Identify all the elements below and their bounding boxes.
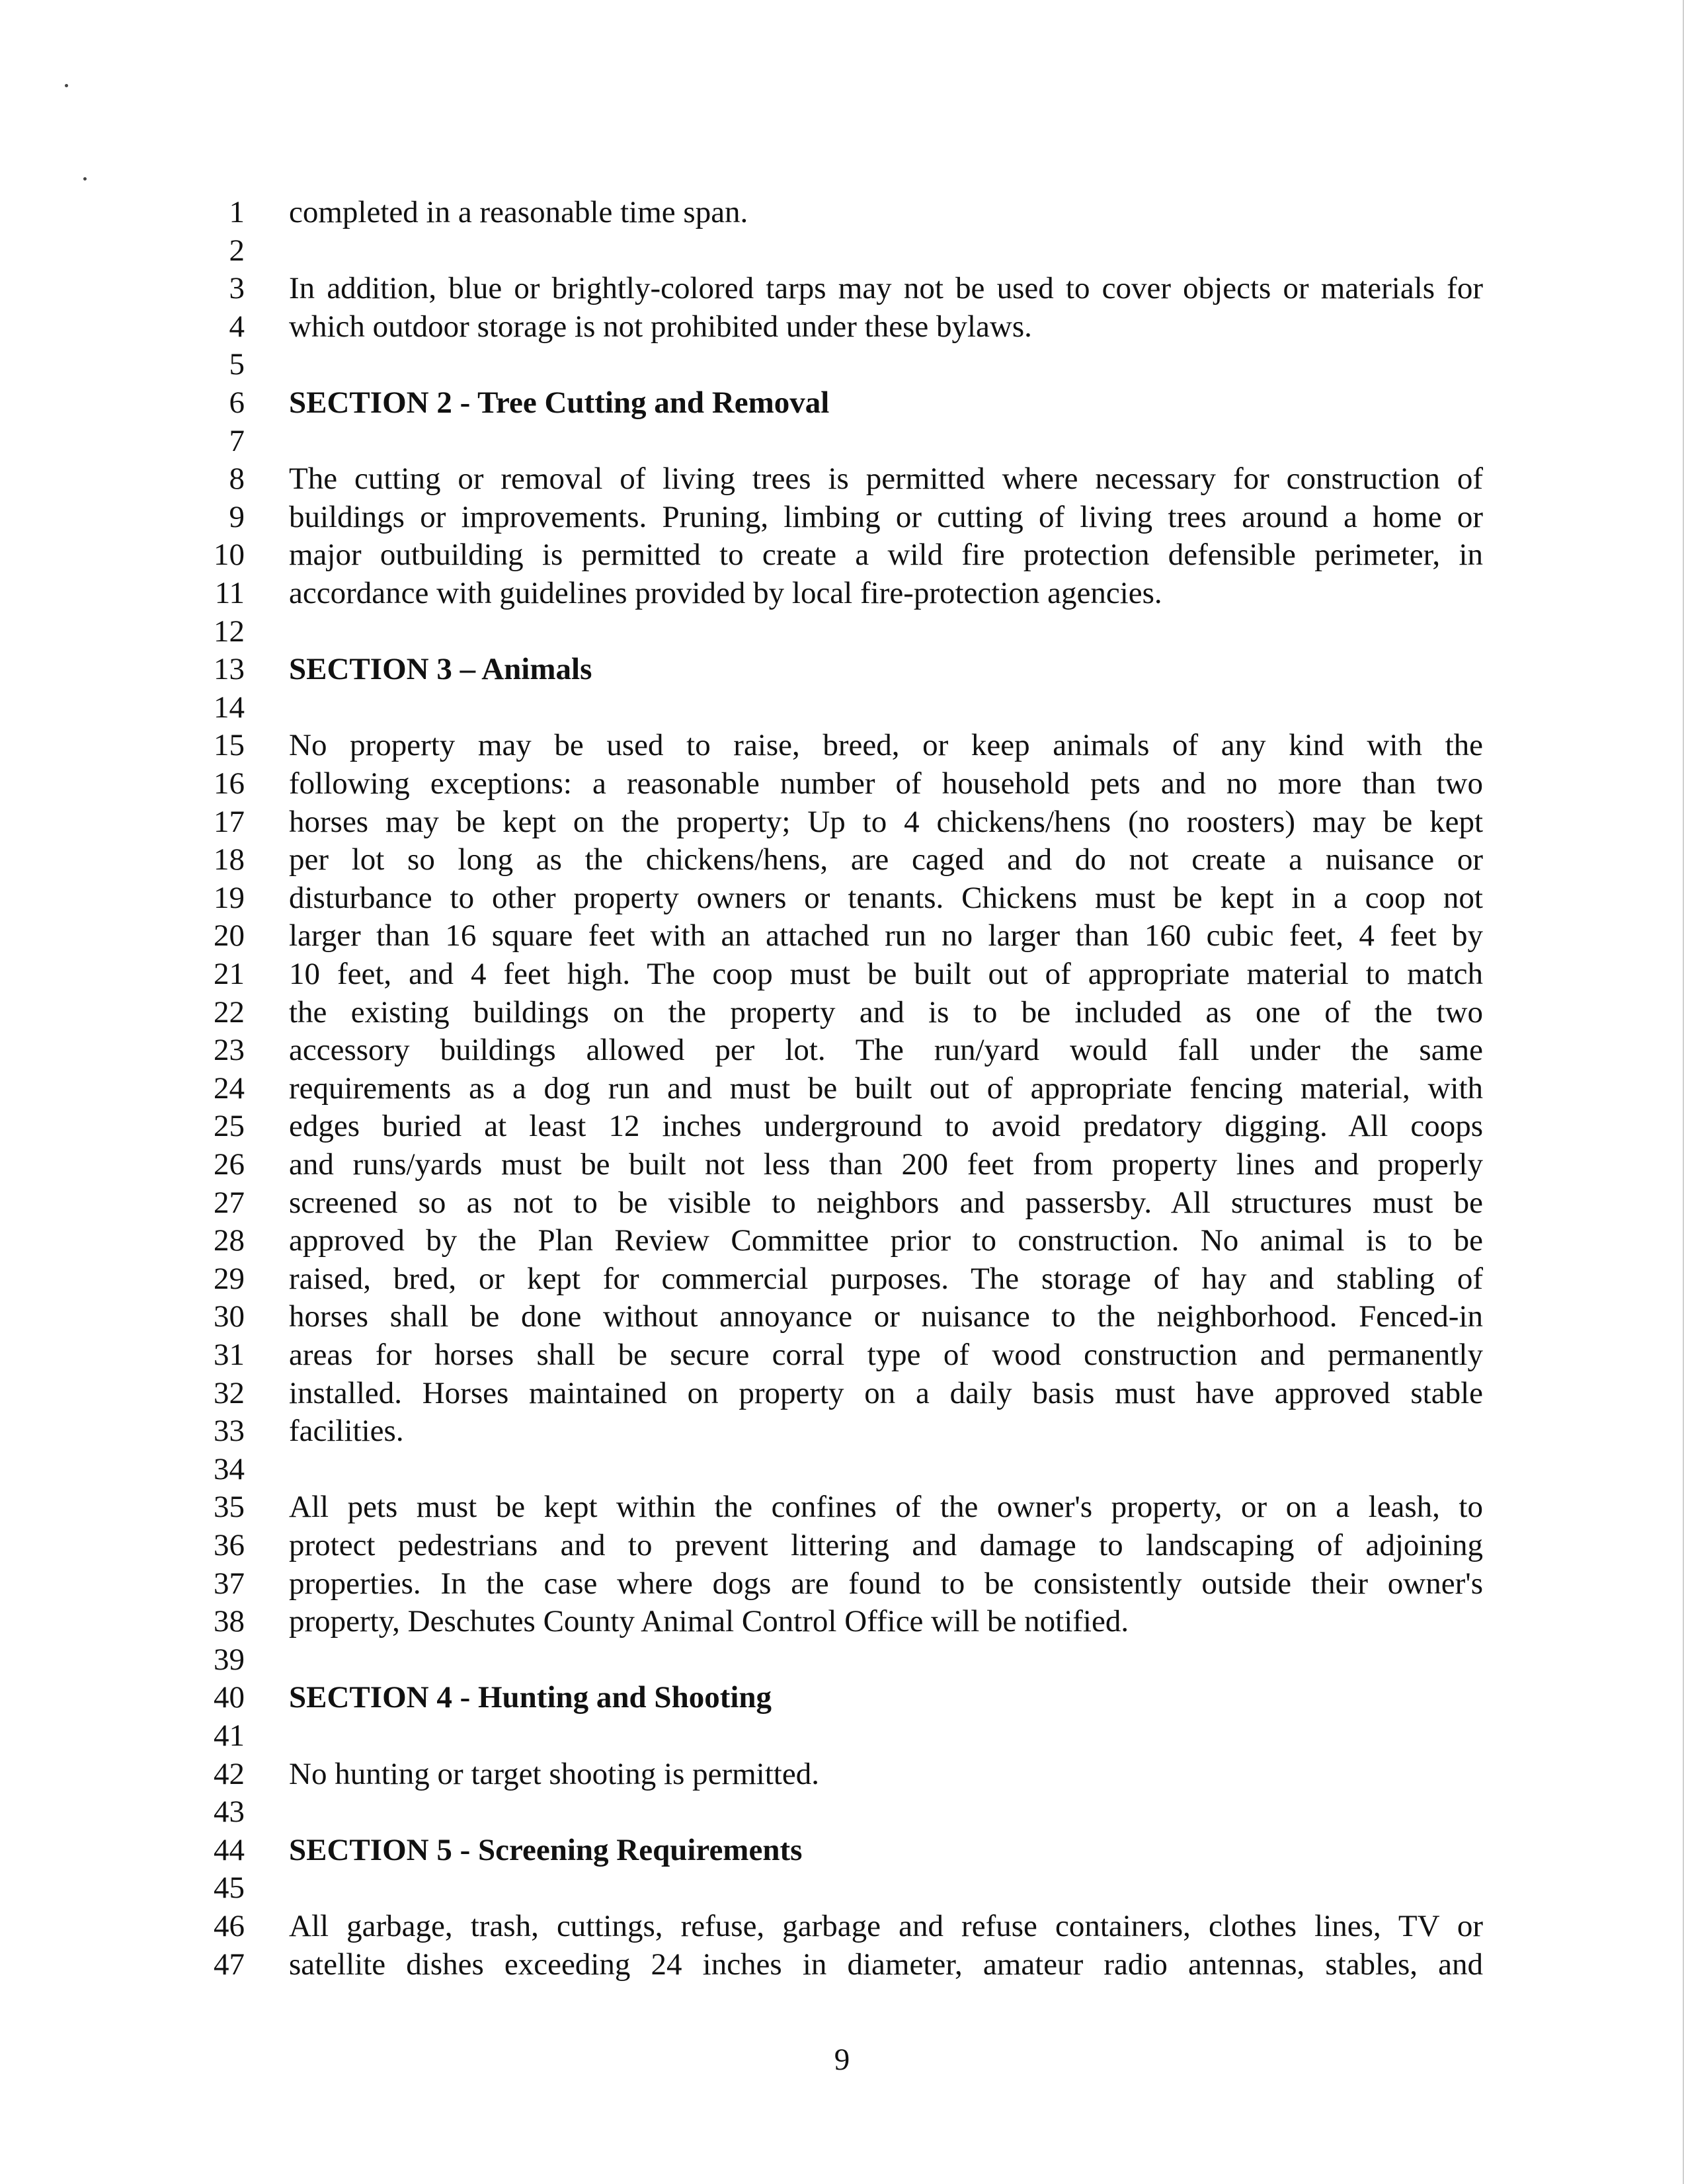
document-line: [0, 1907, 1684, 1945]
document-line: [0, 460, 1684, 498]
line-text: facilities.: [289, 1414, 404, 1448]
document-line: [0, 1221, 1684, 1260]
line-number: 43: [214, 1795, 245, 1829]
document-line: [0, 916, 1684, 955]
line-number: 6: [229, 385, 245, 420]
line-number: 25: [214, 1109, 245, 1143]
line-text: All pets must be kept within the confines of the owner's property, or on a leash, to: [289, 1490, 1483, 1524]
document-line: [0, 1488, 1684, 1526]
document-line: [0, 1297, 1684, 1336]
document-line: [0, 574, 1684, 612]
line-text: horses may be kept on the property; Up to 4 chickens/hens (no roosters) may be kept: [289, 805, 1483, 839]
line-number: 1: [229, 195, 245, 229]
line-text: areas for horses shall be secure corral type of wood construction and permanently: [289, 1338, 1483, 1372]
line-number: 2: [229, 233, 245, 268]
document-line: [0, 1031, 1684, 1069]
line-number: 47: [214, 1947, 245, 1982]
line-number: 4: [229, 309, 245, 344]
document-line: [0, 1869, 1684, 1907]
line-text: completed in a reasonable time span.: [289, 195, 748, 229]
document-line: [0, 345, 1684, 384]
section-heading: SECTION 4 - Hunting and Shooting: [289, 1680, 772, 1715]
document-line: [0, 993, 1684, 1031]
document-line: [0, 650, 1684, 688]
document-line: [0, 536, 1684, 574]
line-text: All garbage, trash, cuttings, refuse, garbage and refuse containers, clothes lines, TV or: [289, 1909, 1483, 1943]
line-number: 35: [214, 1490, 245, 1524]
document-line: [0, 840, 1684, 879]
document-line: [0, 1831, 1684, 1869]
line-number: 46: [214, 1909, 245, 1943]
document-line: [0, 1107, 1684, 1145]
line-text: No hunting or target shooting is permitted.: [289, 1757, 819, 1791]
line-text: accessory buildings allowed per lot. The run/yard would fall under the same: [289, 1033, 1483, 1067]
section-heading: SECTION 2 - Tree Cutting and Removal: [289, 385, 830, 420]
document-line: [0, 1640, 1684, 1679]
document-line: [0, 726, 1684, 764]
line-number: 21: [214, 957, 245, 991]
document-line: [0, 384, 1684, 422]
line-text: requirements as a dog run and must be built out of appropriate fencing material, with: [289, 1071, 1483, 1106]
line-text: satellite dishes exceeding 24 inches in diameter, amateur radio antennas, stables, and: [289, 1947, 1483, 1982]
line-text: larger than 16 square feet with an attached run no larger than 160 cubic feet, 4 feet by: [289, 918, 1483, 953]
line-number: 10: [214, 538, 245, 572]
line-number: 45: [214, 1871, 245, 1905]
document-line: [0, 307, 1684, 346]
document-line: [0, 422, 1684, 460]
document-line: [0, 1069, 1684, 1108]
document-line: [0, 1374, 1684, 1412]
document-line: [0, 231, 1684, 270]
line-number: 37: [214, 1566, 245, 1601]
line-number: 11: [214, 576, 245, 610]
line-text: and runs/yards must be built not less than 200 feet from property lines and properly: [289, 1147, 1483, 1182]
line-number: 33: [214, 1414, 245, 1448]
line-text: disturbance to other property owners or tenants. Chickens must be kept in a coop not: [289, 881, 1483, 915]
line-text: installed. Horses maintained on property on a daily basis must have approved stable: [289, 1376, 1483, 1410]
line-number: 17: [214, 805, 245, 839]
document-line: [0, 1145, 1684, 1184]
line-text: protect pedestrians and to prevent littering and damage to landscaping of adjoining: [289, 1528, 1483, 1562]
section-heading: SECTION 5 - Screening Requirements: [289, 1833, 803, 1867]
document-line: [0, 612, 1684, 651]
line-number: 27: [214, 1186, 245, 1220]
line-number: 32: [214, 1376, 245, 1410]
line-number: 26: [214, 1147, 245, 1182]
document-line: [0, 1450, 1684, 1488]
line-number: 38: [214, 1604, 245, 1638]
section-heading: SECTION 3 – Animals: [289, 652, 592, 686]
document-line: [0, 764, 1684, 803]
line-number: 18: [214, 842, 245, 877]
document-line: [0, 1564, 1684, 1603]
line-text: No property may be used to raise, breed, or keep animals of any kind with the: [289, 728, 1483, 762]
line-number: 14: [214, 690, 245, 725]
line-text: 10 feet, and 4 feet high. The coop must be built out of appropriate material to match: [289, 957, 1483, 991]
document-line: [0, 498, 1684, 536]
line-number: 24: [214, 1071, 245, 1106]
document-line: [0, 269, 1684, 307]
line-number: 39: [214, 1642, 245, 1677]
line-number: 22: [214, 995, 245, 1030]
line-text: The cutting or removal of living trees is permitted where necessary for construction of: [289, 462, 1483, 496]
line-number: 15: [214, 728, 245, 762]
line-number: 7: [229, 424, 245, 458]
line-number: 5: [229, 347, 245, 382]
document-line: [0, 1184, 1684, 1222]
line-text: buildings or improvements. Pruning, limbing or cutting of living trees around a home or: [289, 500, 1483, 534]
line-number: 28: [214, 1223, 245, 1258]
document-line: [0, 879, 1684, 917]
line-number: 16: [214, 766, 245, 801]
line-text: screened so as not to be visible to neighbors and passersby. All structures must be: [289, 1186, 1483, 1220]
line-number: 12: [214, 614, 245, 649]
scan-speck: [65, 84, 68, 87]
page-number: 9: [834, 2042, 850, 2077]
document-line: [0, 1602, 1684, 1640]
document-line: [0, 1755, 1684, 1793]
document-line: [0, 193, 1684, 231]
scan-speck: [83, 177, 87, 181]
line-text: approved by the Plan Review Committee prior to construction. No animal is to be: [289, 1223, 1483, 1258]
line-text: raised, bred, or kept for commercial purposes. The storage of hay and stabling of: [289, 1262, 1483, 1296]
line-number: 8: [229, 462, 245, 496]
line-number: 9: [229, 500, 245, 534]
document-line: [0, 955, 1684, 993]
line-number: 13: [214, 652, 245, 686]
line-number: 20: [214, 918, 245, 953]
document-line: [0, 1945, 1684, 1984]
line-number: 29: [214, 1262, 245, 1296]
document-line: [0, 1793, 1684, 1831]
line-text: properties. In the case where dogs are found to be consistently outside their owner's: [289, 1566, 1483, 1601]
line-text: following exceptions: a reasonable number of household pets and no more than two: [289, 766, 1483, 801]
line-number: 31: [214, 1338, 245, 1372]
document-line: [0, 1526, 1684, 1564]
line-number: 34: [214, 1452, 245, 1486]
line-number: 41: [214, 1719, 245, 1753]
line-number: 40: [214, 1680, 245, 1715]
document-line: [0, 688, 1684, 727]
document-line: [0, 803, 1684, 841]
line-text: the existing buildings on the property and is to be included as one of the two: [289, 995, 1483, 1030]
line-number: 44: [214, 1833, 245, 1867]
line-text: which outdoor storage is not prohibited under these bylaws.: [289, 309, 1032, 344]
line-text: per lot so long as the chickens/hens, are caged and do not create a nuisance or: [289, 842, 1483, 877]
line-text: property, Deschutes County Animal Control Office will be notified.: [289, 1604, 1129, 1638]
line-number: 19: [214, 881, 245, 915]
line-text: horses shall be done without annoyance or nuisance to the neighborhood. Fenced-in: [289, 1299, 1483, 1334]
line-text: edges buried at least 12 inches underground to avoid predatory digging. All coops: [289, 1109, 1483, 1143]
line-number: 23: [214, 1033, 245, 1067]
line-number: 3: [229, 271, 245, 305]
line-text: In addition, blue or brightly-colored tarps may not be used to cover objects or materials for: [289, 271, 1483, 305]
document-line: [0, 1717, 1684, 1755]
line-number: 30: [214, 1299, 245, 1334]
line-number: 36: [214, 1528, 245, 1562]
document-line: [0, 1412, 1684, 1450]
document-line: [0, 1678, 1684, 1717]
document-line: [0, 1260, 1684, 1298]
line-text: major outbuilding is permitted to create a wild fire protection defensible perimeter, in: [289, 538, 1483, 572]
line-number: 42: [214, 1757, 245, 1791]
line-text: accordance with guidelines provided by local fire-protection agencies.: [289, 576, 1162, 610]
document-line: [0, 1336, 1684, 1374]
